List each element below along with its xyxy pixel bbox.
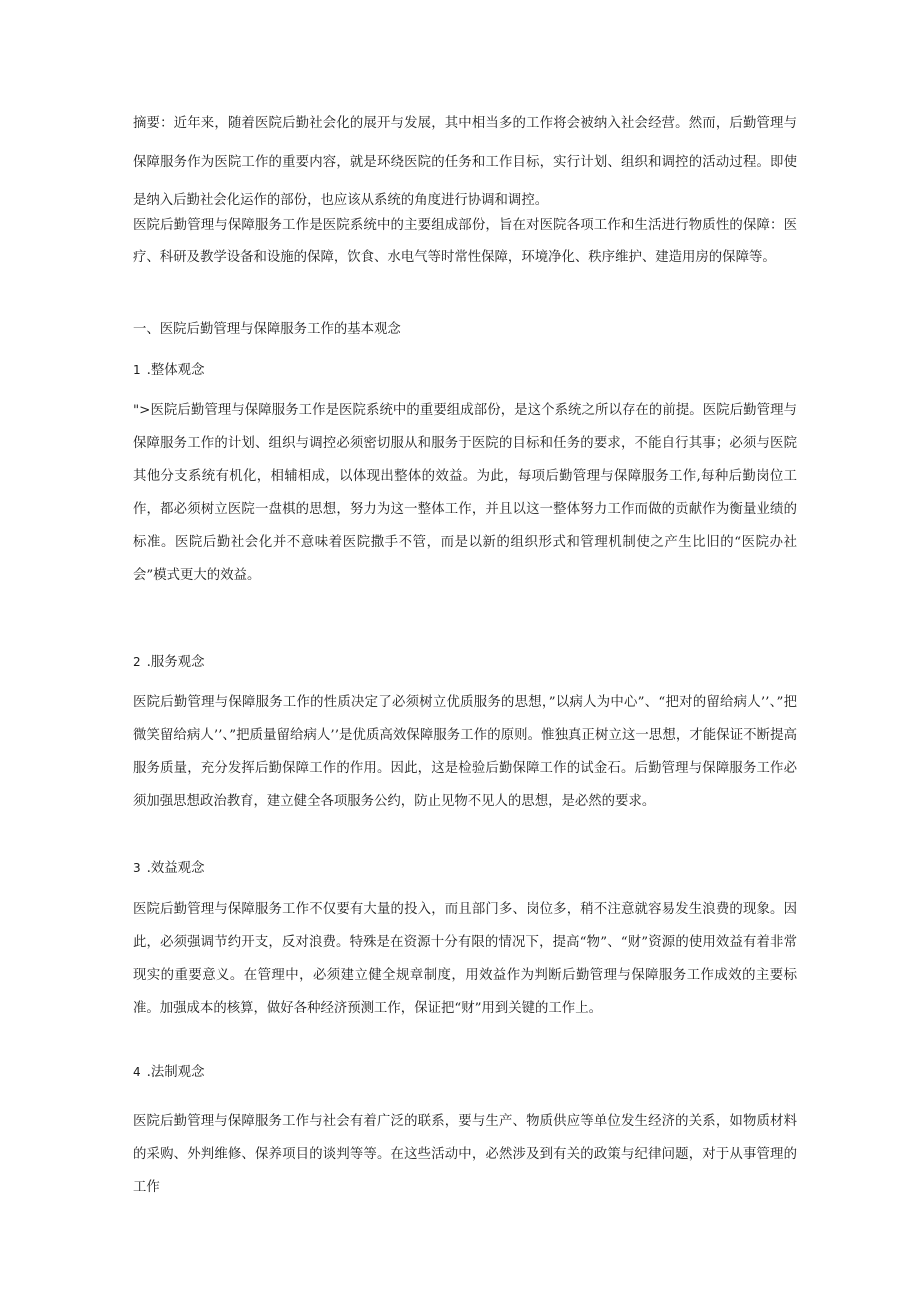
item-heading-2: [133, 652, 204, 673]
item-body-1: ">医院后勤管理与保障服务工作是医院系统中的重要组成部份，是这个系统之所以存在的前提。医院后勤管理与保障服务工作的计划、组织与调控必须密切服从和服务于医院的目标和任务的要求，不能自行其事；必须与医院其他分支系统有机化，相辅相成，以体现出整体的效益。为此，每项后勤管理与保障服务工作,每种后勤岗位工作，都必须树立医院一盘棋的思想，努力为这一整体工作，并且以这一整体努力工作而做的贡献作为衡量业绩的标准。医院后勤社会化并不意味着医院撒手不管，而是以新的组织形式和管理机制使之产生比旧的“医院办社会”模式更大的效益。: [133, 403, 797, 583]
item-heading-1: [133, 360, 204, 381]
item-title-1: .整体观念: [146, 363, 205, 378]
item-heading-3: [133, 858, 204, 879]
item-title-3: .效益观念: [146, 861, 205, 876]
item-number-2: 2: [133, 655, 141, 669]
item-body-2: 医院后勤管理与保障服务工作的性质决定了必须树立优质服务的思想，”以病人为中心”、“把对的留给病人’’、”把微笑留给病人’’、”把质量留给病人’’是优质高效保障服务工作的原则。惟独真正树立这一思想，才能保证不断提高服务质量，充分发挥后勤保障工作的作用。因此，这是检验后勤保障工作的试金石。后勤管理与保障服务工作必须加强思想政治教育，建立健全各项服务公约，防止见物不见人的思想，是必然的要求。: [133, 695, 797, 809]
item-heading-4: [133, 1062, 204, 1083]
item-number-3: 3: [133, 861, 141, 875]
item-body-3: 医院后勤管理与保障服务工作不仅要有大量的投入，而且部门多、岗位多，稍不注意就容易发生浪费的现象。因此，必须强调节约开支，反对浪费。特殊是在资源十分有限的情况下，提高“物”、“财”资源的使用效益有着非常现实的重要意义。在管理中，必须建立健全规章制度，用效益作为判断后勤管理与保障服务工作成效的主要标准。加强成本的核算，做好各种经济预测工作，保证把“财”用到关键的工作上。: [133, 902, 797, 1016]
item-number-4: 4: [133, 1065, 141, 1079]
intro-paragraph: 医院后勤管理与保障服务工作是医院系统中的主要组成部份，旨在对医院各项工作和生活进行物质性的保障：医疗、科研及教学设备和设施的保障，饮食、水电气等时常性保障，环境净化、秩序维护、建造用房的保障等。: [133, 218, 797, 265]
item-body-4: 医院后勤管理与保障服务工作与社会有着广泛的联系，要与生产、物质供应等单位发生经济的关系，如物质材料的采购、外判维修、保养项目的谈判等等。在这些活动中，必然涉及到有关的政策与纪律问题，对于从事管理的工作: [133, 1114, 797, 1195]
item-title-4: .法制观念: [146, 1065, 205, 1080]
section-title: 一、医院后勤管理与保障服务工作的基本观念: [133, 322, 401, 337]
abstract-paragraph: 摘要：近年来，随着医院后勤社会化的展开与发展，其中相当多的工作将会被纳入社会经营。然而，后勤管理与保障服务作为医院工作的重要内容，就是环绕医院的任务和工作目标，实行计划、组织和调控的活动过程。即使是纳入后勤社会化运作的部份，也应该从系统的角度进行协调和调控。: [133, 116, 797, 208]
item-title-2: .服务观念: [146, 655, 205, 670]
item-number-1: 1: [133, 363, 141, 377]
